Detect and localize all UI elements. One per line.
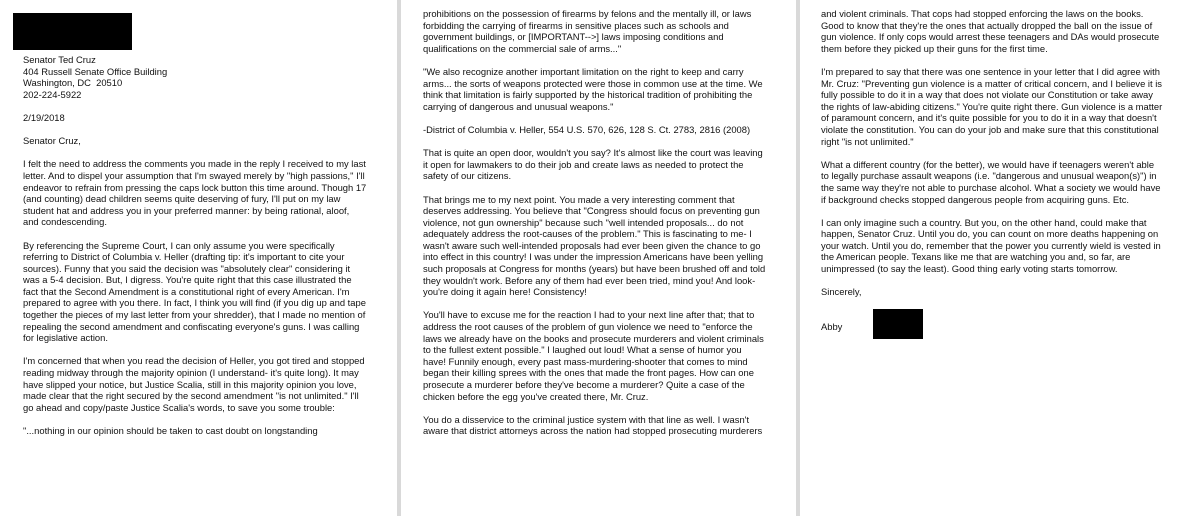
text-line: sources). Funny that you said the decision was "absolutely clear" considering it xyxy=(23,262,351,274)
text-line: right "is not unlimited." xyxy=(821,135,914,147)
text-line: them before they picked up their guns for the first time. xyxy=(821,42,1048,54)
text-line: arms... the sorts of weapons protected were those in common use at the time. We xyxy=(423,77,763,89)
text-line: endeavor to refrain from pressing the caps lock button this time around. Though 17 xyxy=(23,181,367,193)
paragraph xyxy=(23,425,379,437)
text-line: safety of our citizens. xyxy=(423,170,512,182)
text-line: the American people. Texans like me that are watching you and, so far, are xyxy=(821,251,1131,263)
text-line: address the root causes of the problem of gun violence we need to "enforce the xyxy=(423,321,753,333)
text-line: I can only imagine such a country. But you, on the other hand, could make that xyxy=(821,216,1147,228)
text-line: student hat and address you in your preferred manner: by being rational, aloof, xyxy=(23,204,350,216)
text-line: and violent criminals. That cops had stopped enforcing the laws on the books. xyxy=(821,8,1144,19)
text-line: That is quite an open door, wouldn't you say? It's almost like the court was leaving xyxy=(423,147,763,159)
text-line: Good to know that they're the ones that actually dropped the ball on the issue of xyxy=(821,19,1153,31)
paragraph xyxy=(821,159,1184,205)
text-line: go ahead and copy/paste Justice Scalia's words, to save you some trouble: xyxy=(23,401,335,413)
text-line: to the fullest extent possible." I laughed out loud! What a sense of humor you xyxy=(423,344,742,356)
text-line: That brings me to my next point. You made a very interesting comment that xyxy=(423,193,735,205)
text-line: -District of Columbia v. Heller, 554 U.S. 570, 626, 128 S. Ct. 2783, 2816 (2008) xyxy=(423,123,751,135)
text-line: laws we already have on the books and prosecute murderers and violent criminals xyxy=(423,332,764,344)
text-line: deserves addressing. You believe that "Congress should focus on preventing gun xyxy=(423,205,760,217)
text-line: You do a disservice to the criminal justice system with that line as well. I wasn't xyxy=(423,413,750,425)
text-line: wasn't aware such well-intended proposals had ever been given the chance to go xyxy=(423,239,761,251)
text-line: you're doing it again here! Consistency! xyxy=(423,286,587,298)
text-line: fully possible to do it in a way that does not violate our Constitution or take away xyxy=(821,89,1153,101)
text-line: I'm concerned that when you read the decision of Heller, you got tired and stopped xyxy=(23,355,365,367)
letter-page-2 xyxy=(401,0,796,516)
paragraph xyxy=(821,66,1184,147)
page-body xyxy=(423,8,778,437)
text-line: (and counting) dead children seems quite deserving of fury, I'll put on my law xyxy=(23,193,341,205)
paragraph xyxy=(423,66,778,112)
text-line: gun violence. If only cops would arrest these teenagers and DAs would prosecute xyxy=(821,31,1160,43)
text-line: What a different country (for the better), we would have if teenagers weren't able xyxy=(821,158,1155,170)
page-body xyxy=(23,54,379,437)
text-line: it open for lawmakers to do their job and create laws as needed to protect the xyxy=(423,158,744,170)
text-line: repealing the second amendment and confiscating everyone's guns. I was calling xyxy=(23,320,360,332)
text-line: Mr. Cruz: "Preventing gun violence is a matter of critical concern, and I believe it is xyxy=(821,77,1162,89)
text-line: think that limitation is fairly supported by the historical tradition of prohibiting the xyxy=(423,89,753,101)
text-line: violence, not gun ownership" because such "well intended proposals... do not xyxy=(423,216,744,228)
text-line: aware that district attorneys across the nation had stopped prosecuting murderers xyxy=(423,425,763,437)
paragraph xyxy=(423,309,778,402)
text-line: government buildings, or [IMPORTANT-->] laws imposing conditions and xyxy=(423,31,724,43)
text-line: Senator Ted Cruz xyxy=(23,54,96,65)
paragraph xyxy=(23,135,379,147)
paragraph xyxy=(821,8,1184,54)
signature-name: Abby xyxy=(821,321,843,333)
text-line: referring to District of Columbia v. Heller (drafting tip: it's important to cite your xyxy=(23,251,345,263)
text-line: I felt the need to address the comments you made in the reply I received to my last xyxy=(23,158,366,170)
text-line: 2/19/2018 xyxy=(23,111,65,123)
paragraph xyxy=(423,147,778,182)
paragraph xyxy=(23,54,379,100)
text-line: reading midway through the majority opinion (I understand- it's quite long). It may xyxy=(23,367,359,379)
paragraph xyxy=(23,158,379,228)
signature-row xyxy=(821,309,1184,341)
text-line: chicken before the egg you've created there, Mr. Cruz. xyxy=(423,390,649,402)
text-line: happen, Senator Cruz. Until you do, you can count on more deaths happening on xyxy=(821,228,1159,240)
text-line: "...nothing in our opinion should be taken to cast doubt on longstanding xyxy=(23,425,318,436)
text-line: made clear that the right secured by the second amendment "is not unlimited." I'll xyxy=(23,390,359,402)
text-line: have slipped your notice, but Justice Scalia, still in this majority opinion you love, xyxy=(23,378,357,390)
text-line: By referencing the Supreme Court, I can only assume you were specifically xyxy=(23,239,335,251)
text-line: into effect in this country! I was under the impression Americans have been yelling xyxy=(423,251,764,263)
text-line: You'll have to excuse me for the reaction I had to your next line after that; that to xyxy=(423,309,755,321)
page-body xyxy=(821,8,1184,298)
text-line: they wouldn't work. Before any of them had ever been tried, mind you! And look- xyxy=(423,274,756,286)
paragraph xyxy=(423,414,778,437)
text-line: Sincerely, xyxy=(821,286,862,298)
paragraph xyxy=(821,217,1184,275)
text-line: unimpressed (to say the least). Good thing early voting starts tomorrow. xyxy=(821,263,1118,275)
text-line: 202-224-5922 xyxy=(23,88,82,100)
text-line: Washington, DC 20510 xyxy=(23,77,123,89)
text-line: qualifications on the commercial sale of arms..." xyxy=(423,42,622,54)
text-line: adequately address the root-causes of the problem." This is fascinating to me- I xyxy=(423,228,752,240)
text-line: the rights of law-abiding citizens." You're quite right there. Gun violence is a matter xyxy=(821,100,1163,112)
text-line: if background checks stopped dangerous people from acquiring guns. Etc. xyxy=(821,193,1130,205)
text-line: prosecute a murderer before they've become a murderer? Quite a case of the xyxy=(423,379,745,390)
text-line: prepared to agree with you there. In fact, I think you will find (if you dig up and tape xyxy=(23,297,366,309)
text-line: of paramount concern, and it's quite possible for you to do it in a way that doesn't xyxy=(821,112,1157,124)
text-line: forbidding the carrying of firearms in sensitive places such as schools and xyxy=(423,19,729,31)
letter-page-1 xyxy=(0,0,397,516)
paragraph xyxy=(23,355,379,413)
text-line: together the pieces of my last letter from your shredder), that I made no mention of xyxy=(23,309,366,321)
text-line: have! Funnily enough, every past mass-murdering-shooter that comes to mind xyxy=(423,355,748,367)
text-line: such proposals at Congress for months (years) but have been brushed off and told xyxy=(423,263,766,275)
text-line: 404 Russell Senate Office Building xyxy=(23,65,168,77)
text-line: letter. And to dispel your assumption that I'm swayed merely by "high passions," I'll xyxy=(23,169,365,181)
letter-page-3 xyxy=(800,0,1200,516)
text-line: and condescending. xyxy=(23,216,107,228)
text-line: Senator Cruz, xyxy=(23,135,81,147)
text-line: I'm prepared to say that there was one sentence in your letter that I did agree with xyxy=(821,65,1160,77)
redacted-header-block xyxy=(13,13,132,50)
text-line: prohibitions on the possession of firearms by felons and the mentally ill, or laws xyxy=(423,8,752,19)
text-line: the same way they're not able to purchase alcohol. What a society we would have xyxy=(821,181,1161,193)
text-line: began their killing sprees with the ones that made the front pages. How can one xyxy=(423,367,754,379)
paragraph xyxy=(423,194,778,298)
text-line: was a 5-4 decision. But, I digress. You're quite right that this case illustrated the xyxy=(23,274,352,286)
text-line: violate the constitution. You can do your job and make sure that this constitutional xyxy=(821,123,1159,135)
text-line: your watch. Until you do, remember that the power you currently wield is vested in xyxy=(821,239,1161,251)
text-line: fact that the Second Amendment is a constitutional right of every American. I'm xyxy=(23,285,350,297)
paragraph xyxy=(423,8,778,54)
text-line: to legally purchase assault weapons (i.e. "dangerous and unusual weapon(s)") in xyxy=(821,170,1157,182)
paragraph xyxy=(821,286,1184,298)
text-line: for legislative action. xyxy=(23,332,108,344)
text-line: "We also recognize another important limitation on the right to keep and carry xyxy=(423,65,744,77)
paragraph xyxy=(23,240,379,344)
text-line: carrying of dangerous and unusual weapons." xyxy=(423,100,614,112)
paragraph xyxy=(23,112,379,124)
paragraph xyxy=(423,124,778,136)
redacted-signature-block xyxy=(873,309,923,339)
